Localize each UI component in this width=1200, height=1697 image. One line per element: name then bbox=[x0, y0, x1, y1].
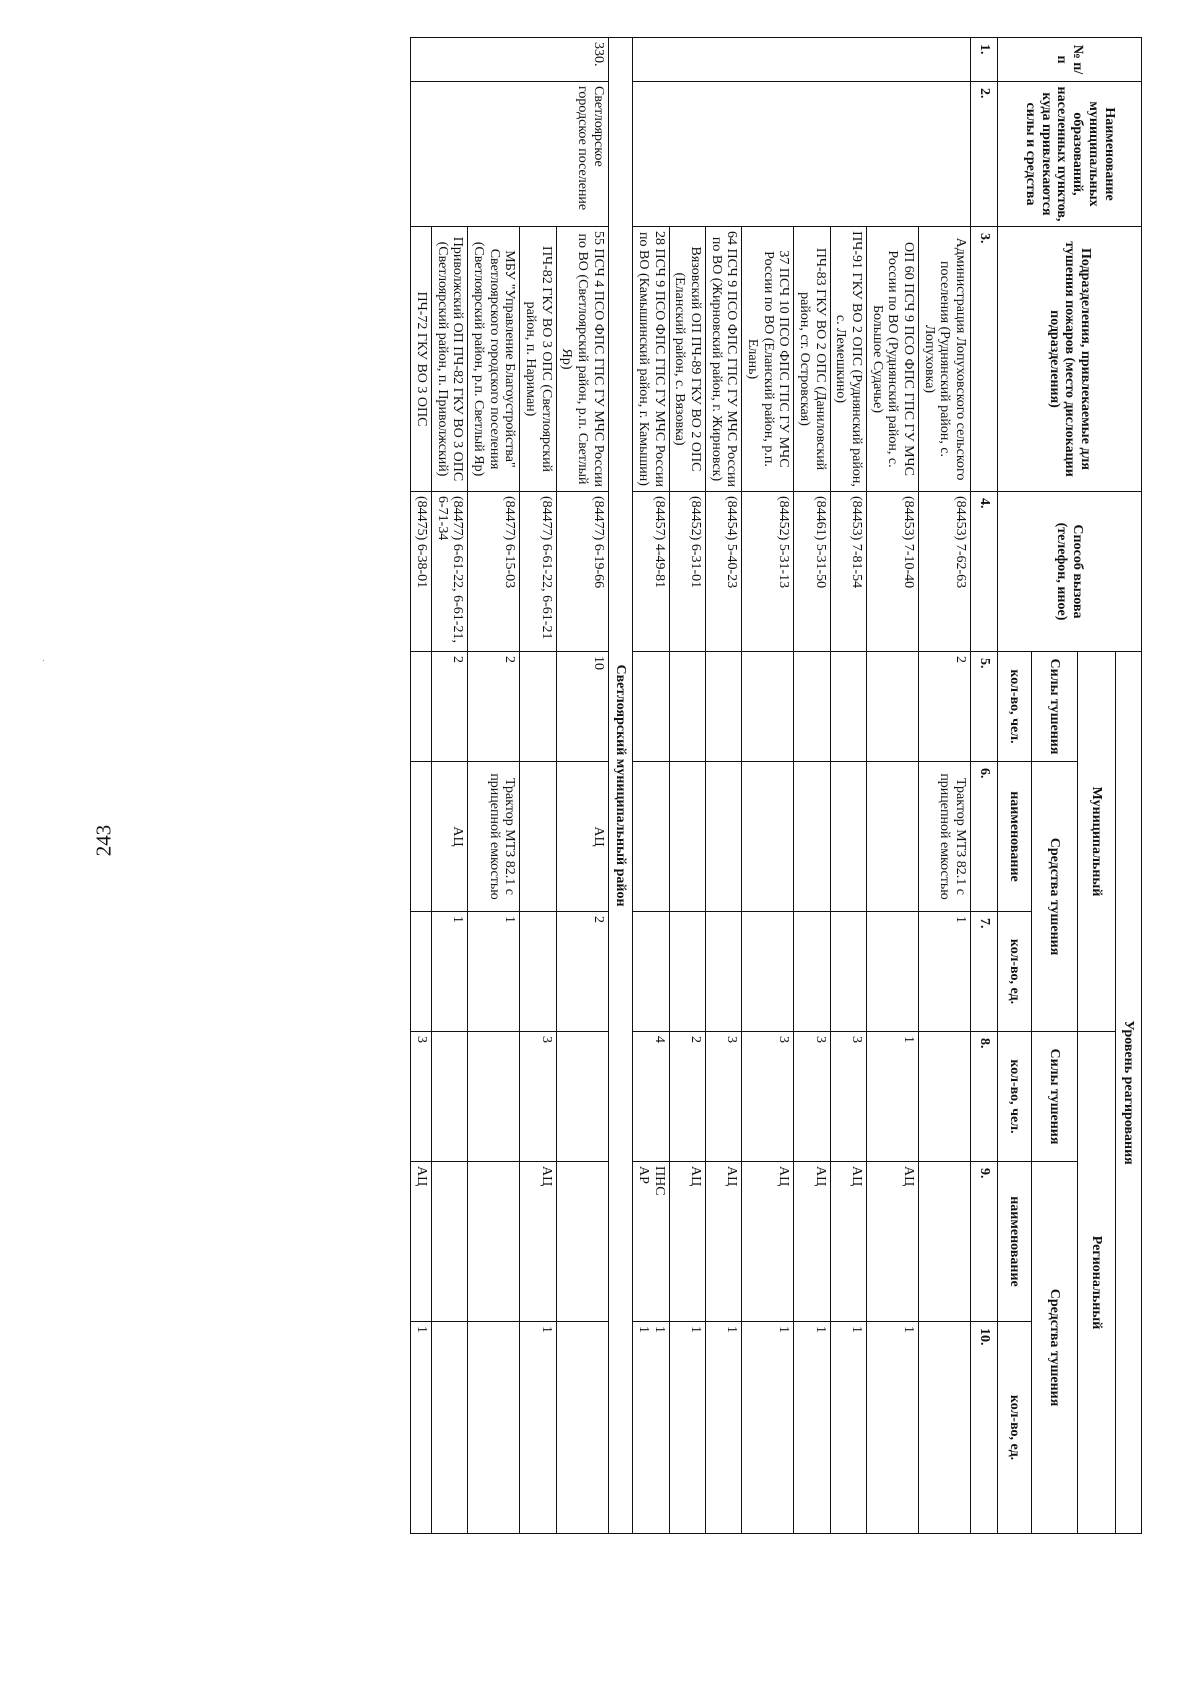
phone: (84452) 5-31-13 bbox=[742, 492, 794, 652]
table-row bbox=[794, 38, 830, 1534]
municipal-means-count bbox=[669, 912, 705, 1032]
header-m-name: наименование bbox=[998, 762, 1032, 912]
table-row bbox=[918, 38, 970, 1534]
header-unit: Подразделения, привлекаемые для тушения пожаров (место дислокации подразделения) bbox=[998, 227, 1142, 492]
municipal-means-count bbox=[705, 912, 741, 1032]
municipal-means-name bbox=[830, 762, 866, 912]
rotated-table-wrapper bbox=[148, 37, 1142, 1533]
phone: (84453) 7-10-40 bbox=[866, 492, 918, 652]
municipal-means-name bbox=[742, 762, 794, 912]
phone: (84457) 4-49-81 bbox=[633, 492, 669, 652]
unit-name: 37 ПСЧ 10 ПСО ФПС ГПС ГУ МЧС России по ВО (Еланский район, р.п. Елань) bbox=[742, 227, 794, 492]
colnum: 8. bbox=[971, 1032, 998, 1162]
regional-means-count bbox=[918, 1322, 970, 1534]
municipal-means-name bbox=[669, 762, 705, 912]
municipal-people bbox=[794, 652, 830, 762]
municipal-people: 2 bbox=[918, 652, 970, 762]
table-row bbox=[556, 38, 608, 1534]
unit-name: 55 ПСЧ 4 ПСО ФПС ГПС ГУ МЧС России по ВО (Светлоярский район, р.п. Светлый Яр) bbox=[556, 227, 608, 492]
unit-name: Администрация Лопуховского сельского поселения (Руднянский район, с. Лопуховка) bbox=[918, 227, 970, 492]
regional-means-name: АЦ bbox=[866, 1162, 918, 1322]
regional-people: 3 bbox=[705, 1032, 741, 1162]
municipal-means-name bbox=[520, 762, 556, 912]
table-row bbox=[468, 38, 520, 1534]
municipal-means-count bbox=[794, 912, 830, 1032]
regional-means-count: 1 bbox=[705, 1322, 741, 1534]
settlement-name bbox=[633, 82, 971, 227]
table-row bbox=[633, 38, 669, 1534]
header-municipal-means: Средства тушения bbox=[1032, 762, 1078, 1032]
table-row bbox=[866, 38, 918, 1534]
regional-means-name bbox=[468, 1162, 520, 1322]
scan-mark: . bbox=[35, 659, 47, 662]
header-num: № п/п bbox=[998, 38, 1142, 82]
header-phone: Способ вызова (телефон, иное) bbox=[998, 492, 1142, 652]
municipal-means-count bbox=[633, 912, 669, 1032]
municipal-means-name: АЦ bbox=[431, 762, 467, 912]
header-r-name: наименование bbox=[998, 1162, 1032, 1322]
municipal-people: 10 bbox=[556, 652, 608, 762]
regional-means-name bbox=[918, 1162, 970, 1322]
regional-people: 3 bbox=[830, 1032, 866, 1162]
regional-means-name: АЦ bbox=[669, 1162, 705, 1322]
table-body-svetloyar bbox=[411, 38, 608, 1534]
unit-name: 28 ПСЧ 9 ПСО ФПС ГПС ГУ МЧС России по ВО (Камышинский район, г. Камышин) bbox=[633, 227, 669, 492]
header-regional-means: Средства тушения bbox=[1032, 1162, 1078, 1534]
header-m-count: кол-во, ед. bbox=[998, 912, 1032, 1032]
regional-means-count: 1 bbox=[830, 1322, 866, 1534]
colnum: 6. bbox=[971, 762, 998, 912]
regional-means-count bbox=[431, 1322, 467, 1534]
municipal-means-count bbox=[520, 912, 556, 1032]
table-body-continued bbox=[633, 38, 971, 1534]
header-settlement: Наименование муниципальных образований, населенных пунктов, куда привлекаются силы и средства bbox=[998, 82, 1142, 227]
phone: (84453) 7-81-54 bbox=[830, 492, 866, 652]
header-regional-forces: Силы тушения bbox=[1032, 1032, 1078, 1162]
municipal-people: 2 bbox=[468, 652, 520, 762]
regional-people: 2 bbox=[669, 1032, 705, 1162]
header-municipal: Муниципальный bbox=[1078, 652, 1116, 1032]
section-row-group bbox=[608, 38, 633, 1534]
settlement-name: Светлоярское городское поселение bbox=[411, 82, 608, 227]
municipal-means-count: 1 bbox=[918, 912, 970, 1032]
regional-means-name: АЦ bbox=[830, 1162, 866, 1322]
regional-means-name: ПНС АР bbox=[633, 1162, 669, 1322]
unit-name: ПЧ-91 ГКУ ВО 2 ОПС (Руднянский район, с. Лемешкино) bbox=[830, 227, 866, 492]
table-header bbox=[971, 38, 1142, 1534]
row-num bbox=[633, 38, 971, 82]
municipal-people bbox=[520, 652, 556, 762]
header-m-people: кол-во, чел. bbox=[998, 652, 1032, 762]
column-numbers-row bbox=[971, 38, 998, 1534]
header-r-people: кол-во, чел. bbox=[998, 1032, 1032, 1162]
municipal-means-name bbox=[705, 762, 741, 912]
table-row bbox=[830, 38, 866, 1534]
header-response-level: Уровень реагирования bbox=[1116, 652, 1142, 1534]
municipal-means-name bbox=[794, 762, 830, 912]
municipal-people bbox=[705, 652, 741, 762]
regional-means-name bbox=[556, 1162, 608, 1322]
municipal-means-name bbox=[866, 762, 918, 912]
table-row bbox=[669, 38, 705, 1534]
municipal-people bbox=[866, 652, 918, 762]
municipal-people bbox=[742, 652, 794, 762]
header-r-count: кол-во, ед. bbox=[998, 1322, 1032, 1534]
table-row bbox=[431, 38, 467, 1534]
regional-means-name: АЦ bbox=[520, 1162, 556, 1322]
regional-means-name: АЦ bbox=[705, 1162, 741, 1322]
municipal-means-name bbox=[633, 762, 669, 912]
phone: (84477) 6-61-22, 6-61-21, 6-71-34 bbox=[431, 492, 467, 652]
municipal-means-count bbox=[742, 912, 794, 1032]
regional-means-name: АЦ bbox=[411, 1162, 432, 1322]
phone: (84453) 7-62-63 bbox=[918, 492, 970, 652]
table-row bbox=[411, 38, 432, 1534]
regional-means-name: АЦ bbox=[794, 1162, 830, 1322]
unit-name: 64 ПСЧ 9 ПСО ФПС ГПС ГУ МЧС России по ВО (Жирновский район, г. Жирновск) bbox=[705, 227, 741, 492]
unit-name: ПЧ-82 ГКУ ВО 3 ОПС (Светлоярский район, п. Нариман) bbox=[520, 227, 556, 492]
colnum: 4. bbox=[971, 492, 998, 652]
regional-people: 3 bbox=[742, 1032, 794, 1162]
regional-means-count: 1 bbox=[669, 1322, 705, 1534]
unit-name: ПЧ-72 ГКУ ВО 3 ОПС bbox=[411, 227, 432, 492]
regional-means-name bbox=[431, 1162, 467, 1322]
fire-response-table bbox=[410, 37, 1142, 1534]
regional-means-count: 1 bbox=[520, 1322, 556, 1534]
colnum: 10. bbox=[971, 1322, 998, 1534]
unit-name: Приволжский ОП ПЧ-82 ГКУ ВО 3 ОПС (Светлоярский район, п. Приволжский) bbox=[431, 227, 467, 492]
municipal-means-count: 2 bbox=[556, 912, 608, 1032]
regional-people: 1 bbox=[866, 1032, 918, 1162]
phone: (84454) 5-40-23 bbox=[705, 492, 741, 652]
header-municipal-forces: Силы тушения bbox=[1032, 652, 1078, 762]
regional-people bbox=[431, 1032, 467, 1162]
municipal-people bbox=[830, 652, 866, 762]
phone: (84477) 6-19-66 bbox=[556, 492, 608, 652]
page-number: 243 bbox=[91, 824, 116, 857]
regional-means-count: 1 bbox=[742, 1322, 794, 1534]
regional-means-name: АЦ bbox=[742, 1162, 794, 1322]
table-row bbox=[742, 38, 794, 1534]
colnum: 5. bbox=[971, 652, 998, 762]
municipal-means-count bbox=[411, 912, 432, 1032]
regional-means-count: 1 bbox=[411, 1322, 432, 1534]
regional-people bbox=[556, 1032, 608, 1162]
regional-people: 4 bbox=[633, 1032, 669, 1162]
municipal-means-name: Трактор МТЗ 82.1 с прицепной емкостью bbox=[918, 762, 970, 912]
municipal-people bbox=[633, 652, 669, 762]
colnum: 2. bbox=[971, 82, 998, 227]
municipal-means-count: 1 bbox=[468, 912, 520, 1032]
regional-people: 3 bbox=[794, 1032, 830, 1162]
section-title: Светлоярский муниципальный район bbox=[608, 38, 633, 1534]
unit-name: МБУ "Управление Благоустройства" Светлоярского городского поселения (Светлоярский район, р.п. Светлый Яр) bbox=[468, 227, 520, 492]
table-row bbox=[520, 38, 556, 1534]
regional-means-count: 1 bbox=[794, 1322, 830, 1534]
phone: (84477) 6-15-03 bbox=[468, 492, 520, 652]
phone: (84477) 6-61-22, 6-61-21 bbox=[520, 492, 556, 652]
regional-means-count: 1 1 bbox=[633, 1322, 669, 1534]
municipal-people bbox=[411, 652, 432, 762]
regional-people bbox=[468, 1032, 520, 1162]
regional-means-count bbox=[468, 1322, 520, 1534]
municipal-means-name bbox=[411, 762, 432, 912]
municipal-people bbox=[669, 652, 705, 762]
regional-people bbox=[918, 1032, 970, 1162]
municipal-means-name: Трактор МТЗ 82.1 с прицепной емкостью bbox=[468, 762, 520, 912]
regional-people: 3 bbox=[520, 1032, 556, 1162]
unit-name: ПЧ-83 ГКУ ВО 2 ОПС (Даниловский район, ст. Островская) bbox=[794, 227, 830, 492]
unit-name: Вязовский ОП ПЧ-89 ГКУ ВО 2 ОПС (Еланский район, с. Вязовка) bbox=[669, 227, 705, 492]
unit-name: ОП 60 ПСЧ 9 ПСО ФПС ГПС ГУ МЧС России по ВО (Руднянский район, с. Большое Судачье) bbox=[866, 227, 918, 492]
table-row bbox=[705, 38, 741, 1534]
colnum: 7. bbox=[971, 912, 998, 1032]
phone: (84461) 5-31-50 bbox=[794, 492, 830, 652]
municipal-means-count bbox=[866, 912, 918, 1032]
regional-means-count bbox=[556, 1322, 608, 1534]
header-regional: Региональный bbox=[1078, 1032, 1116, 1534]
colnum: 3. bbox=[971, 227, 998, 492]
regional-people: 3 bbox=[411, 1032, 432, 1162]
municipal-means-count bbox=[830, 912, 866, 1032]
municipal-means-name: АЦ bbox=[556, 762, 608, 912]
municipal-people: 2 bbox=[431, 652, 467, 762]
phone: (84452) 6-31-01 bbox=[669, 492, 705, 652]
regional-means-count: 1 bbox=[866, 1322, 918, 1534]
phone: (84475) 6-38-01 bbox=[411, 492, 432, 652]
colnum: 1. bbox=[971, 38, 998, 82]
row-num: 330. bbox=[411, 38, 608, 82]
colnum: 9. bbox=[971, 1162, 998, 1322]
municipal-means-count: 1 bbox=[431, 912, 467, 1032]
